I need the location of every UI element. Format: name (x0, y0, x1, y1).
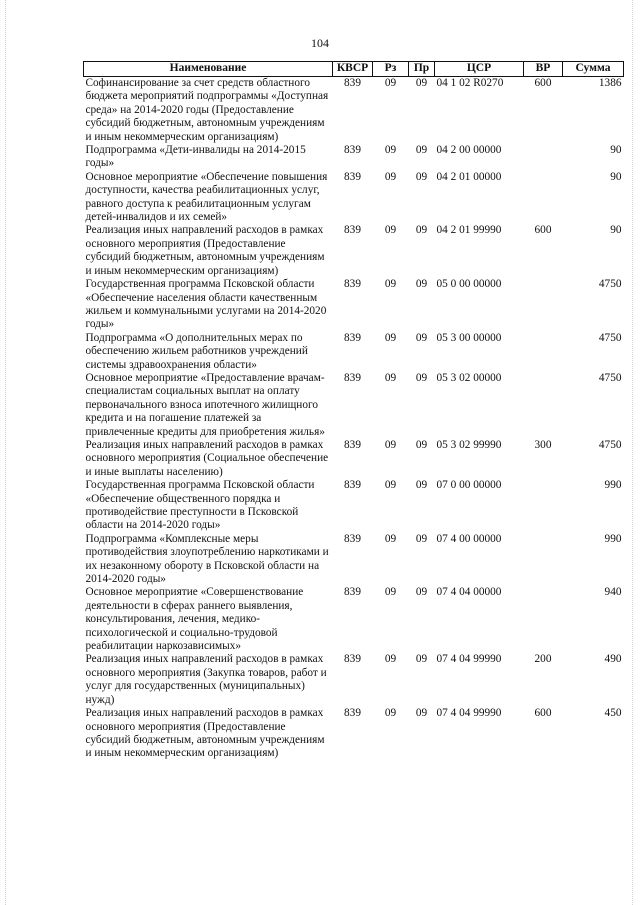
table-header (84, 62, 624, 77)
table-row (84, 586, 624, 653)
cell-name: Государственная программа Псковской области «Обеспечение общественного порядка и противодействие преступности в Псковской области на 2014-2020 годы» (85, 479, 315, 532)
cell-kvsr: 839 (344, 371, 361, 384)
cell-vr: 600 (534, 224, 552, 237)
cell-csr: 07 4 04 00000 (436, 586, 502, 599)
cell-kvsr: 839 (344, 532, 361, 545)
table-row (84, 479, 624, 533)
header-sum: Сумма (563, 62, 624, 77)
cell-csr: 07 4 04 99990 (436, 707, 502, 720)
cell-csr: 07 0 00 00000 (436, 479, 502, 492)
cell-sum: 4750 (598, 331, 622, 344)
cell-vr: 200 (534, 653, 552, 666)
cell-csr: 05 3 02 00000 (436, 371, 502, 384)
cell-kvsr: 839 (344, 707, 361, 720)
cell-csr: 04 2 01 00000 (436, 170, 502, 183)
cell-csr: 04 1 02 R0270 (436, 77, 504, 89)
cell-rz: 09 (384, 144, 397, 157)
cell-sum: 90 (610, 170, 622, 183)
table-row (84, 439, 624, 479)
cell-csr: 05 0 00 00000 (436, 278, 502, 291)
cell-sum: 990 (604, 532, 622, 545)
cell-vr (524, 278, 563, 332)
cell-name: Реализация иных направлений расходов в рамках основного мероприятия (Социальное обеспечение и иные выплаты населению) (85, 438, 329, 478)
cell-vr (524, 332, 563, 372)
cell-pr: 09 (415, 278, 428, 291)
cell-vr (524, 144, 563, 171)
cell-vr: 600 (534, 77, 552, 89)
cell-name: Подпрограмма «О дополнительных мерах по обеспечению жильем работников учреждений системы здравоохранения области» (85, 331, 308, 371)
header-vr: ВР (524, 62, 563, 77)
cell-pr: 09 (415, 224, 428, 237)
cell-rz: 09 (384, 170, 397, 183)
scan-edge-right (632, 0, 634, 905)
cell-sum: 90 (610, 144, 622, 157)
cell-rz: 09 (384, 224, 397, 237)
table-row (84, 372, 624, 439)
cell-sum: 4750 (598, 371, 622, 384)
cell-rz: 09 (384, 371, 397, 384)
cell-pr: 09 (415, 371, 428, 384)
cell-csr: 07 4 04 99990 (436, 653, 502, 666)
cell-rz: 09 (384, 278, 397, 291)
cell-sum: 490 (604, 653, 622, 666)
cell-name: Подпрограмма «Дети-инвалиды на 2014-2015 годы» (85, 144, 306, 170)
cell-kvsr: 839 (344, 224, 361, 237)
cell-pr: 09 (415, 331, 428, 344)
table-row (84, 171, 624, 225)
cell-sum: 4750 (598, 438, 622, 451)
cell-rz: 09 (384, 653, 397, 666)
table-row (84, 707, 624, 761)
cell-sum: 990 (604, 479, 622, 492)
cell-csr: 07 4 00 00000 (436, 532, 502, 545)
cell-name: Реализация иных направлений расходов в рамках основного мероприятия (Предоставление субсидий бюджетным, автономным учреждениям и иным некоммерческим организациям) (85, 707, 325, 760)
cell-csr: 04 2 01 99990 (436, 224, 502, 237)
cell-name: Государственная программа Псковской области «Обеспечение населения области качественным жильем и коммунальными услугами на 2014-2020 годы» (85, 278, 327, 331)
table-row (84, 144, 624, 171)
budget-table (83, 61, 624, 761)
header-rz: Рз (373, 62, 409, 77)
table-row (84, 533, 624, 587)
cell-name: Основное мероприятие «Обеспечение повышения доступности, качества реабилитационных услуг, равного доступа к реабилитационным услугам детей-инвалидов и их семей» (85, 170, 328, 224)
cell-name: Софинансирование за счет средств областного бюджета мероприятий подпрограммы «Доступная среда» на 2014-2020 годы (Предоставление субсидий бюджетным, автономным учреждениям и иным некоммерческим организациям) (85, 77, 329, 143)
cell-rz: 09 (384, 532, 397, 545)
cell-kvsr: 839 (344, 586, 361, 599)
header-name: Наименование (84, 62, 333, 77)
cell-pr: 09 (415, 77, 428, 89)
cell-pr: 09 (415, 479, 428, 492)
cell-kvsr: 839 (344, 438, 361, 451)
table-row (84, 332, 624, 372)
cell-sum: 90 (610, 224, 622, 237)
cell-sum: 1386 (598, 77, 622, 89)
cell-sum: 4750 (598, 278, 622, 291)
cell-csr: 05 3 02 99990 (436, 438, 502, 451)
cell-name: Реализация иных направлений расходов в рамках основного мероприятия (Предоставление субсидий бюджетным, автономным учреждениям и иным некоммерческим организациям) (85, 224, 325, 277)
cell-pr: 09 (415, 653, 428, 666)
header-kvsr: КВСР (333, 62, 373, 77)
header-pr: Пр (409, 62, 435, 77)
cell-pr: 09 (415, 170, 428, 183)
cell-pr: 09 (415, 707, 428, 720)
cell-name: Основное мероприятие «Совершенствование деятельности в сферах раннего выявления, консультирования, лечения, медико-психологической и социально-трудовой реабилитации наркозависимых» (85, 586, 304, 653)
cell-vr (524, 479, 563, 533)
scan-edge-left (5, 0, 7, 905)
cell-vr: 300 (534, 438, 552, 451)
cell-pr: 09 (415, 144, 428, 157)
table-row (84, 224, 624, 278)
cell-name: Подпрограмма «Комплексные меры противодействия злоупотреблению наркотиками и их незаконному обороту в Псковской области на 2014-2020 годы» (85, 532, 329, 586)
cell-vr (524, 372, 563, 439)
cell-vr (524, 586, 563, 653)
header-csr: ЦСР (435, 62, 524, 77)
cell-sum: 940 (604, 586, 622, 599)
cell-csr: 04 2 00 00000 (436, 144, 502, 157)
table-row (84, 77, 624, 145)
cell-rz: 09 (384, 331, 397, 344)
cell-rz: 09 (384, 77, 397, 89)
cell-csr: 05 3 00 00000 (436, 331, 502, 344)
cell-pr: 09 (415, 532, 428, 545)
cell-kvsr: 839 (344, 144, 361, 157)
page-number: 104 (311, 36, 329, 50)
cell-pr: 09 (415, 586, 428, 599)
cell-vr (524, 533, 563, 587)
cell-vr: 600 (534, 707, 552, 720)
cell-vr (524, 171, 563, 225)
cell-pr: 09 (415, 438, 428, 451)
cell-kvsr: 839 (344, 77, 361, 89)
cell-rz: 09 (384, 586, 397, 599)
table-row (84, 278, 624, 332)
cell-name: Реализация иных направлений расходов в рамках основного мероприятия (Закупка товаров, работ и услуг для государственных (муниципальных) нужд) (85, 653, 327, 706)
cell-kvsr: 839 (344, 479, 361, 492)
cell-kvsr: 839 (344, 331, 361, 344)
cell-kvsr: 839 (344, 653, 361, 666)
header-row (84, 62, 624, 77)
table-row (84, 653, 624, 707)
cell-rz: 09 (384, 707, 397, 720)
table-body (84, 77, 624, 761)
cell-rz: 09 (384, 479, 397, 492)
cell-kvsr: 839 (344, 278, 361, 291)
cell-rz: 09 (384, 438, 397, 451)
cell-kvsr: 839 (344, 170, 361, 183)
cell-name: Основное мероприятие «Предоставление врачам-специалистам социальных выплат на оплату первоначального взноса ипотечного жилищного кредита и на погашение платежей за привлеченные кредиты для приобретения жилья» (85, 371, 325, 438)
cell-sum: 450 (604, 707, 622, 720)
